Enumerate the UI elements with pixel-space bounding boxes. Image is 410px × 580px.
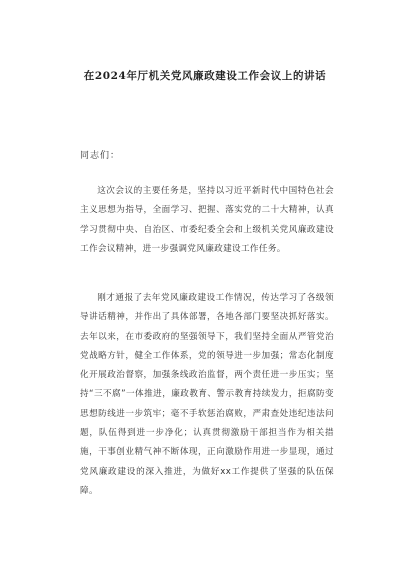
paragraph-1: 这次会议的主要任务是，坚持以习近平新时代中国特色社会主义思想为指导，全面学习、把握、落实党的二十大精神，认真学习贯彻中央、自治区、市委纪委全会和上级机关党风廉政建设工作会议精神，进一步强调党风廉政建设工作任务。 [80, 186, 334, 254]
document-title: 在2024年厅机关党风廉政建设工作会议上的讲话 [83, 70, 327, 82]
salutation: 同志们： [80, 151, 121, 161]
paragraph-2: 刚才通报了去年党风廉政建设工作情况，传达学习了各级领导讲话精神，并作出了具体部署，各地各部门要坚决抓好落实。去年以来，在市委政府的坚强领导下，我们坚持全面从严管党治党战略方针，健全工作体系，党的领导进一步加强；常态化制度化开展政治督察，加强条线政治监督，两个责任进一步压实；坚持“三不腐”一体推进，廉政教育、警示教育持续发力，拒腐防变思想防线进一步筑牢；毫不手软惩治腐败，严肃查处违纪违法问题，队伍得到进一步净化；认真贯彻激励干部担当作为相关措施，干事创业精气神不断体现，正向激励作用进一步显现，通过党风廉政建设的深入推进，为做好xx工作提供了坚强的队伍保障。 [80, 293, 334, 496]
